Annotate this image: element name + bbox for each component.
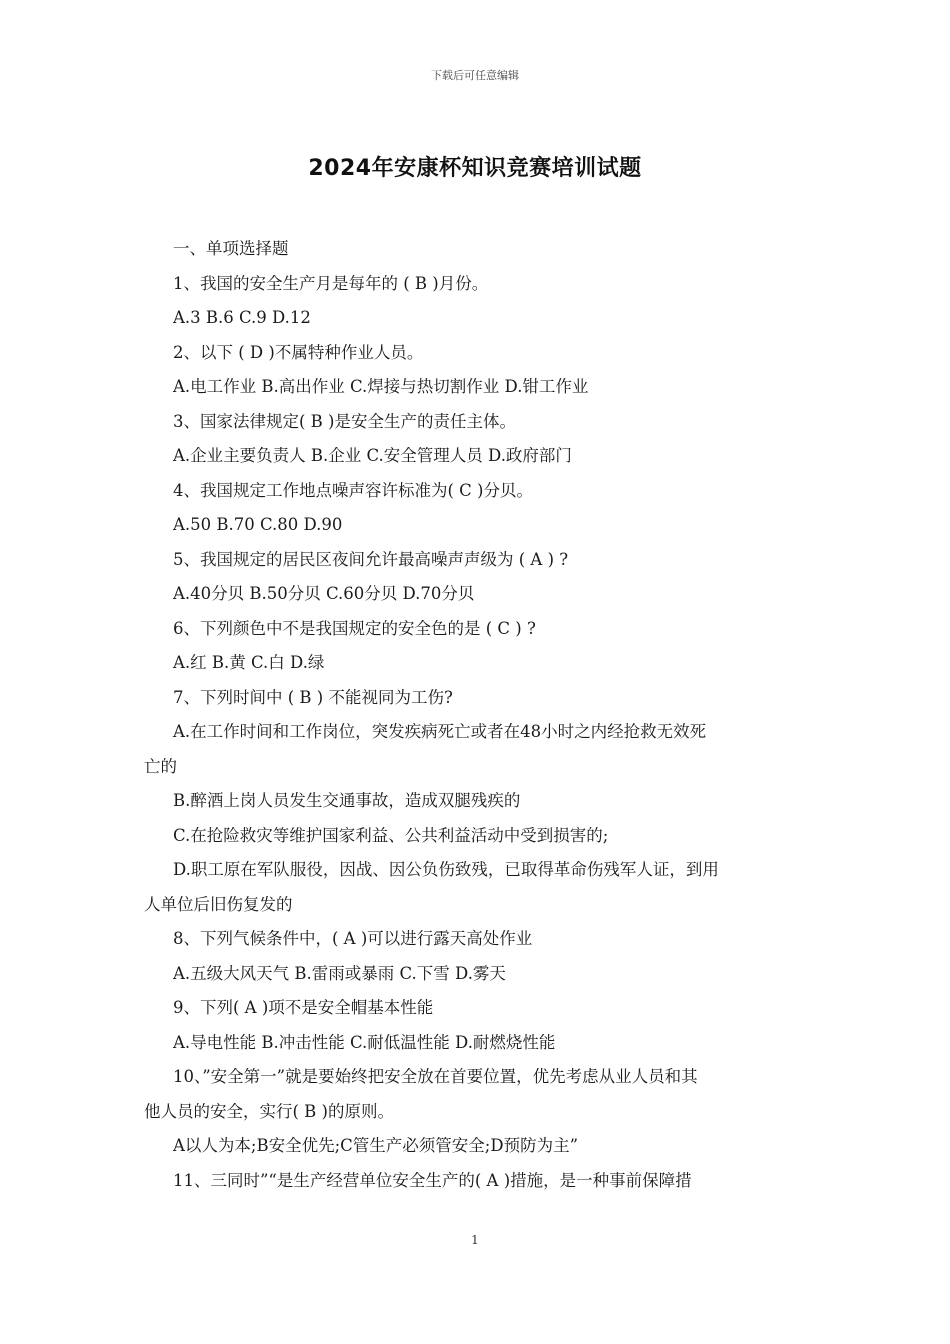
page-header: 下载后可任意编辑 <box>431 69 519 82</box>
page-number: 1 <box>471 1233 479 1247</box>
text-line: 4、我国规定工作地点噪声容许标准为( C )分贝。 <box>173 480 533 500</box>
text-line: A.3 B.6 C.9 D.12 <box>173 308 311 327</box>
text-line: 11、三同时”“是生产经营单位安全生产的( A )措施，是一种事前保障措 <box>173 1170 692 1190</box>
text-line: A.在工作时间和工作岗位，突发疾病死亡或者在48小时之内经抢救无效死 <box>173 722 707 741</box>
text-line: 人单位后旧伤复发的 <box>144 894 293 914</box>
text-line: 10、”安全第一”就是要始终把安全放在首要位置，优先考虑从业人员和其 <box>173 1067 698 1086</box>
text-line: 5、我国规定的居民区夜间允许最高噪声声级为 ( A ) ? <box>173 549 569 569</box>
text-line: D.职工原在军队服役，因战、因公负伤致残，已取得革命伤残军人证，到用 <box>173 860 719 879</box>
text-line: A.五级大风天气 B.雷雨或暴雨 C.下雪 D.雾天 <box>173 963 506 983</box>
text-line: B.醉酒上岗人员发生交通事故，造成双腿残疾的 <box>173 791 521 810</box>
text-line: A.50 B.70 C.80 D.90 <box>173 515 343 534</box>
text-line: 7、下列时间中 ( B ) 不能视同为工伤? <box>173 687 453 707</box>
text-line: 一、单项选择题 <box>173 239 289 258</box>
text-line: A以人为本;B安全优先;C管生产必须管安全;D预防为主” <box>173 1136 579 1155</box>
document-title: 2024年安康杯知识竞赛培训试题 <box>308 156 642 181</box>
text-line: 1、我国的安全生产月是每年的 ( B )月份。 <box>173 273 489 293</box>
text-line: 3、国家法律规定( B )是安全生产的责任主体。 <box>173 411 516 431</box>
text-line: 2、以下 ( D )不属特种作业人员。 <box>173 342 424 362</box>
text-line: 6、下列颜色中不是我国规定的安全色的是 ( C ) ? <box>173 618 536 638</box>
text-line: 他人员的安全，实行( B )的原则。 <box>144 1101 394 1121</box>
text-line: 8、下列气候条件中，( A )可以进行露天高处作业 <box>173 929 533 948</box>
text-line: A.40分贝 B.50分贝 C.60分贝 D.70分贝 <box>173 584 475 603</box>
text-line: A.电工作业 B.高出作业 C.焊接与热切割作业 D.钳工作业 <box>173 377 589 396</box>
text-line: A.导电性能 B.冲击性能 C.耐低温性能 D.耐燃烧性能 <box>173 1032 556 1052</box>
text-line: 亡的 <box>144 756 177 776</box>
text-line: C.在抢险救灾等维护国家利益、公共利益活动中受到损害的; <box>173 825 609 845</box>
document-body <box>144 232 810 1198</box>
text-line: A.企业主要负责人 B.企业 C.安全管理人员 D.政府部门 <box>173 446 572 465</box>
text-line: 9、下列( A )项不是安全帽基本性能 <box>173 998 434 1017</box>
text-line: A.红 B.黄 C.白 D.绿 <box>173 653 325 672</box>
